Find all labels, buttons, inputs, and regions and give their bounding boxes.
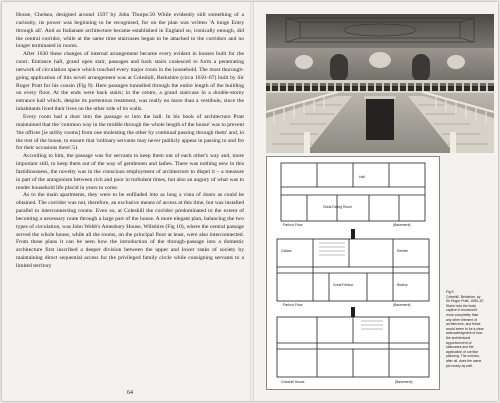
coleshill-plan-drawing (267, 157, 439, 389)
plan-label: Coleshill House (281, 380, 305, 384)
plan-label: (Basement) (393, 223, 411, 227)
plan-label: Parlour Floor (283, 223, 303, 227)
caption-line: the architectural (446, 335, 471, 340)
paragraph: After 1630 these changes of internal arrangement became every evident in houses built for the court. Entrance hall, grand open stair, passages and back stairs coalesced to form a penetrating network of circulation space which touched every major room in the household. The most thorough-going application of this novel arrangement was at Coleshill, Berkshire (circa 1650–67) built by Sir Roger Pratt for his cousin (Fig 9). Here passages tunnelled through the entire length of the building on every floor. At the ends were back stairs; in the centre, a grand staircase in a double-storey entrance hall which, despite its portentous treatment, was really no more than a vestibule, since the inhabitants lived their lives on the other side of its walls. (16, 51, 244, 113)
caption-line: architecture, and these (446, 322, 481, 327)
staircase-hall-photo (266, 14, 494, 153)
paragraph: According to him, the passage was for servants to keep them out of each other's way and, more important still, to keep them out of the way of gentlemen and ladies. There was nothing new in this fastidiousness, the novelty was in the conscious employment of architecture to dispel it – a measure in part of the antagonism between rich and poor in turbulent times, but also an augury of what was to render household life placid in years to come. (16, 153, 244, 191)
gutter (250, 2, 254, 401)
caption-line: planning. The corridor, (446, 354, 480, 359)
caption-line: acknowledgment of how (446, 331, 483, 336)
right-page (264, 12, 496, 393)
plan-label: Kitchen (397, 249, 409, 253)
caption-line: Fig 9 (446, 290, 454, 294)
caption-line: job nearly as well. (446, 363, 473, 368)
plan-label: (Basement) (395, 380, 413, 384)
paragraph: As to the main apartments, they were to be enfiladed into as long a vista of doors as could be obtained. The corridor was not, therefore, an exclusive means of access at this time, but was installed parallel to interconnecting rooms. Even so, at Coleshill the corridor predominated to the extent of becoming a necessary route through a large part of the house. A more elegant plan, balancing the two types of circulation, was John Webb's Amesbury House, Wiltshire (Fig 10), where the central passage served the whole house, while all the rooms, on the principal floor at least, were also interconnected. From these plans it can be seen how the introduction of the through-passage into a domestic architecture first inscribed a deeper division between the upper and lower ranks of society by maintaining direct sequential access for the privileged family circle while consigning servants to a limited territory (16, 192, 244, 269)
caption-line: Sir Roger Pratt, 1650–67. (446, 299, 485, 304)
figure-caption (446, 290, 494, 368)
book-spread (2, 2, 498, 401)
caption-line: after all, does the same (446, 358, 482, 363)
caption-line: apportionment of (446, 340, 472, 345)
plan-label: Great Dining Room (323, 205, 353, 209)
staircase-hall-illustration (266, 14, 494, 153)
caption-line: Stairs hold the body (446, 303, 476, 308)
plan-label: Great Parlour (333, 283, 354, 287)
page-number: 64 (127, 390, 133, 396)
plan-label: Hall (359, 175, 365, 179)
left-page (16, 12, 244, 396)
caption-line: more completely than (446, 312, 479, 317)
plan-label: Parlour Floor (283, 303, 303, 307)
caption-line: Coleshill, Berkshire, by (446, 294, 481, 299)
caption-line: would seem to be a clear (446, 326, 484, 331)
plan-label: (Basement) (393, 303, 411, 307)
caption-line: any other element of (446, 317, 477, 322)
paragraph: Every room had a door into the passage or into the hall. In his book of architecture Pratt maintained that the 'common way in the middle through the whole length of the house' was to prevent 'the offices [ie utility rooms] from one molesting the other by continual passing through them' and, in the rest of the house, to ensure that 'ordinary servants may never publicly appear in passing to and fro for their occasions there'.51 (16, 113, 244, 152)
caption-line: application of corridor (446, 349, 479, 354)
plan-label: Cellars (281, 249, 292, 253)
caption-line: staircases and the (446, 345, 474, 350)
plan-label: Buttery (397, 283, 408, 287)
paragraph: House, Chelsea, designed around 1597 by John Thorpe.50 While evidently still something of a curiosity, its power was beginning to be recognised, for on the plan was written 'A longe Entry through all'. And as Italianate architecture became established in England so, ironically enough, did the central corridor, while at the same time staircases began to be attached to the corridors and no longer terminated in rooms. (16, 12, 244, 50)
floor-plans (266, 156, 440, 390)
caption-line: captive in movement (446, 308, 478, 313)
